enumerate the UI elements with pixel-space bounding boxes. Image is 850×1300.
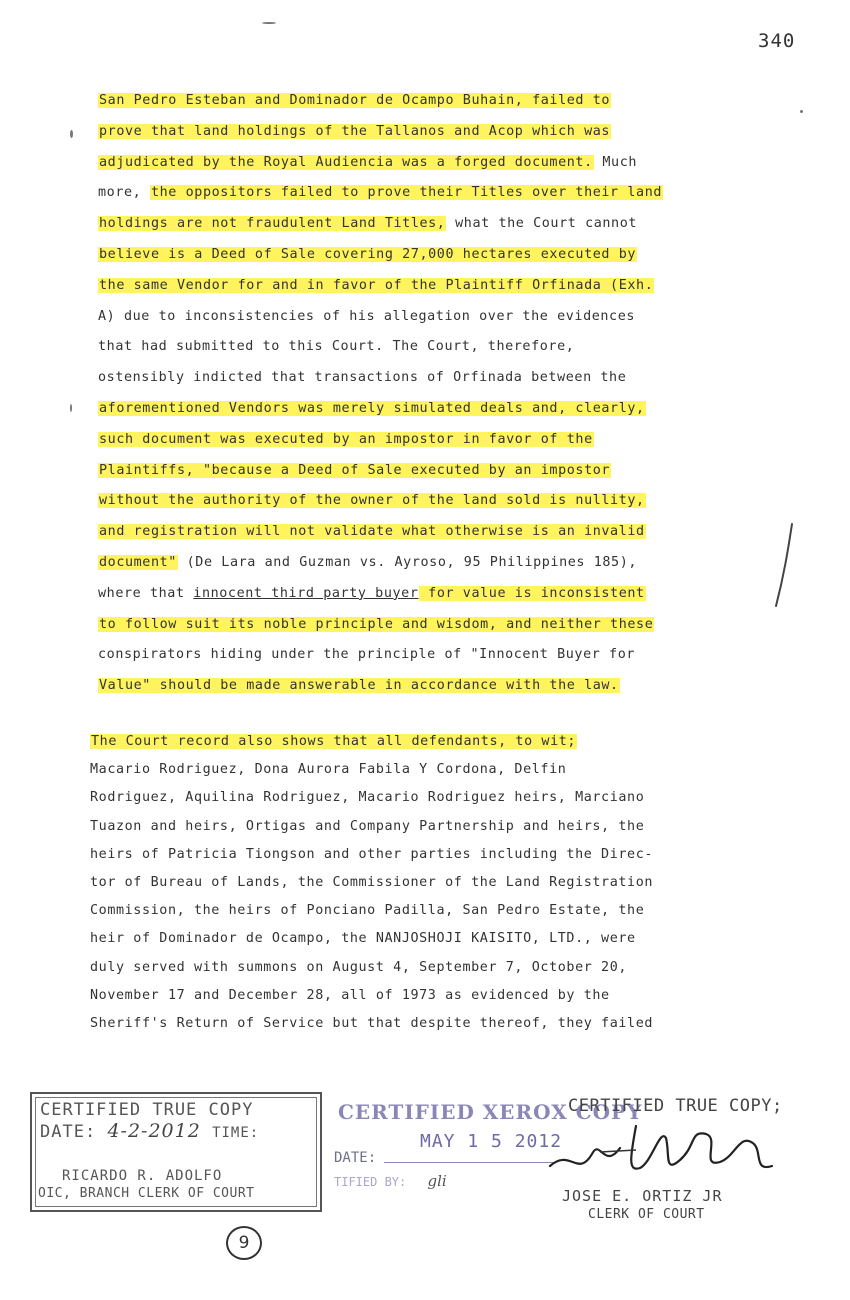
text-line — [90, 761, 566, 779]
certified-true-copy-stamp — [30, 1092, 322, 1212]
text-line — [98, 277, 654, 295]
text-segment: heir of Dominador de Ocampo, the NANJOSHOJI KAISITO, LTD., were — [90, 931, 636, 947]
highlighted-text: without the authority of the owner of the land sold is nullity, — [99, 493, 645, 509]
text-segment: heirs of Patricia Tiongson and other parties including the Direc- — [90, 846, 654, 862]
scan-speck — [70, 404, 72, 412]
highlighted-text: document" — [99, 555, 177, 570]
text-segment: A) due to inconsistencies of his allegation over the evidences — [98, 308, 636, 324]
text-segment: Macario Rodriguez, Dona Aurora Fabila Y Cordona, Delfin — [90, 762, 567, 778]
text-line — [98, 492, 646, 510]
text-line — [98, 123, 611, 141]
text-line — [98, 616, 654, 634]
xerox-by-label: TIFIED BY: — [334, 1175, 407, 1189]
text-line — [98, 369, 626, 387]
text-line — [98, 400, 646, 418]
text-line — [90, 1015, 653, 1033]
text-line — [98, 646, 635, 664]
text-segment: where that — [98, 585, 194, 601]
text-line — [90, 987, 610, 1005]
highlighted-text: the same Vendor for and in favor of the Plaintiff Orfinada (Exh. — [99, 277, 654, 293]
text-line — [98, 585, 646, 603]
stamp-clerk-title: OIC, BRANCH CLERK OF COURT — [38, 1186, 255, 1201]
text-segment: Sheriff's Return of Service but that despite thereof, they failed — [90, 1016, 654, 1031]
text-segment: tor of Bureau of Lands, the Commissioner of the Land Registration — [90, 875, 654, 890]
highlighted-text: believe is a Deed of Sale covering 27,000 hectares executed by — [99, 247, 637, 262]
scan-speck — [800, 110, 803, 113]
text-line — [90, 818, 644, 836]
highlighted-text: Value" should be made answerable in accordance with the law. — [99, 678, 619, 694]
text-line — [98, 462, 611, 480]
text-line — [98, 554, 637, 572]
stamp-heading: CERTIFIED TRUE COPY — [40, 1100, 254, 1120]
highlighted-text: Plaintiffs, "because a Deed of Sale executed by an impostor — [99, 462, 611, 478]
highlighted-text: The Court record also shows that all defendants, to wit; — [91, 734, 577, 749]
text-line — [98, 677, 620, 695]
text-segment: Tuazon and heirs, Ortigas and Company Partnership and heirs, the — [90, 818, 645, 834]
text-line — [90, 846, 653, 864]
text-line — [98, 431, 594, 449]
text-segment: that had submitted to this Court. The Court, therefore, — [98, 339, 575, 355]
xerox-initials: gli — [427, 1172, 447, 1190]
highlighted-text: adjudicated by the Royal Audiencia was a forged document. — [99, 154, 593, 170]
scan-speck — [262, 22, 276, 24]
text-line — [98, 184, 663, 202]
highlighted-text: such document was executed by an impostor in favor of the — [99, 431, 593, 447]
circled-page-marker: 9 — [226, 1226, 262, 1260]
text-segment: duly served with summons on August 4, September 7, October 20, — [90, 959, 628, 975]
xerox-stamp-date: MAY 1 5 2012 — [420, 1131, 563, 1152]
highlighted-text: to follow suit its noble principle and wisdom, and neither these — [99, 616, 654, 632]
clerk-stamp-title: CLERK OF COURT — [588, 1207, 705, 1222]
stamp-clerk-name: RICARDO R. ADOLFO — [62, 1168, 223, 1184]
stamp-time-label: TIME: — [212, 1125, 260, 1141]
highlighted-text: San Pedro Esteban and Dominador de Ocampo Buhain, failed to — [99, 93, 611, 108]
text-segment: Commission, the heirs of Ponciano Padilla, San Pedro Estate, the — [90, 903, 645, 919]
text-segment: November 17 and December 28, all of 1973 as evidenced by the — [90, 987, 610, 1003]
stamp-date-value: 4-2-2012 — [107, 1120, 201, 1142]
clerk-stamp-name: JOSE E. ORTIZ JR — [562, 1187, 723, 1205]
text-line — [90, 789, 644, 807]
text-line — [98, 92, 611, 110]
text-line — [90, 733, 577, 751]
text-segment: ostensibly indicted that transactions of Orfinada between the — [98, 370, 627, 386]
text-segment: what the Court cannot — [446, 216, 638, 232]
highlighted-text: holdings are not fraudulent Land Titles, — [99, 216, 446, 232]
highlighted-text: prove that land holdings of the Tallanos and Acop which was — [99, 123, 611, 139]
text-line — [90, 959, 627, 977]
highlighted-text: the oppositors failed to prove their Titles over their land — [150, 185, 663, 201]
highlighted-text: aforementioned Vendors was merely simulated deals and, clearly, — [99, 401, 645, 416]
clerk-stamp-heading: CERTIFIED TRUE COPY; — [568, 1096, 783, 1116]
xerox-date-underline — [384, 1162, 554, 1163]
text-segment: Much — [593, 154, 638, 170]
signature-scribble — [540, 1108, 780, 1188]
scan-speck — [70, 130, 73, 138]
text-line — [90, 902, 644, 920]
text-line — [98, 308, 635, 326]
stamp-date-row — [40, 1120, 259, 1142]
xerox-stamp-by-row — [334, 1172, 447, 1190]
text-segment: conspirators hiding under the principle of "Innocent Buyer for — [98, 647, 636, 663]
text-line — [98, 246, 637, 264]
underlined-text: innocent third party buyer — [193, 585, 419, 601]
xerox-stamp-heading: CERTIFIED XEROX COPY — [338, 1100, 643, 1124]
highlighted-text: and registration will not validate what otherwise is an invalid — [99, 524, 645, 540]
text-segment: (De Lara and Guzman vs. Ayroso, 95 Philippines 185), — [177, 555, 638, 570]
highlighted-text: for value is inconsistent — [419, 585, 645, 601]
text-line — [98, 154, 637, 172]
page-number: 340 — [758, 30, 796, 52]
text-line — [90, 874, 653, 892]
margin-pen-mark — [770, 520, 800, 610]
text-line — [90, 930, 636, 948]
text-segment: more, — [98, 185, 150, 201]
xerox-stamp-date-label: DATE: — [334, 1150, 377, 1166]
text-line — [98, 338, 574, 356]
stamp-date-label: DATE: — [40, 1122, 97, 1142]
text-line — [98, 215, 637, 233]
text-segment: Rodriguez, Aquilina Rodriguez, Macario Rodriguez heirs, Marciano — [90, 790, 645, 806]
text-line — [98, 523, 646, 541]
